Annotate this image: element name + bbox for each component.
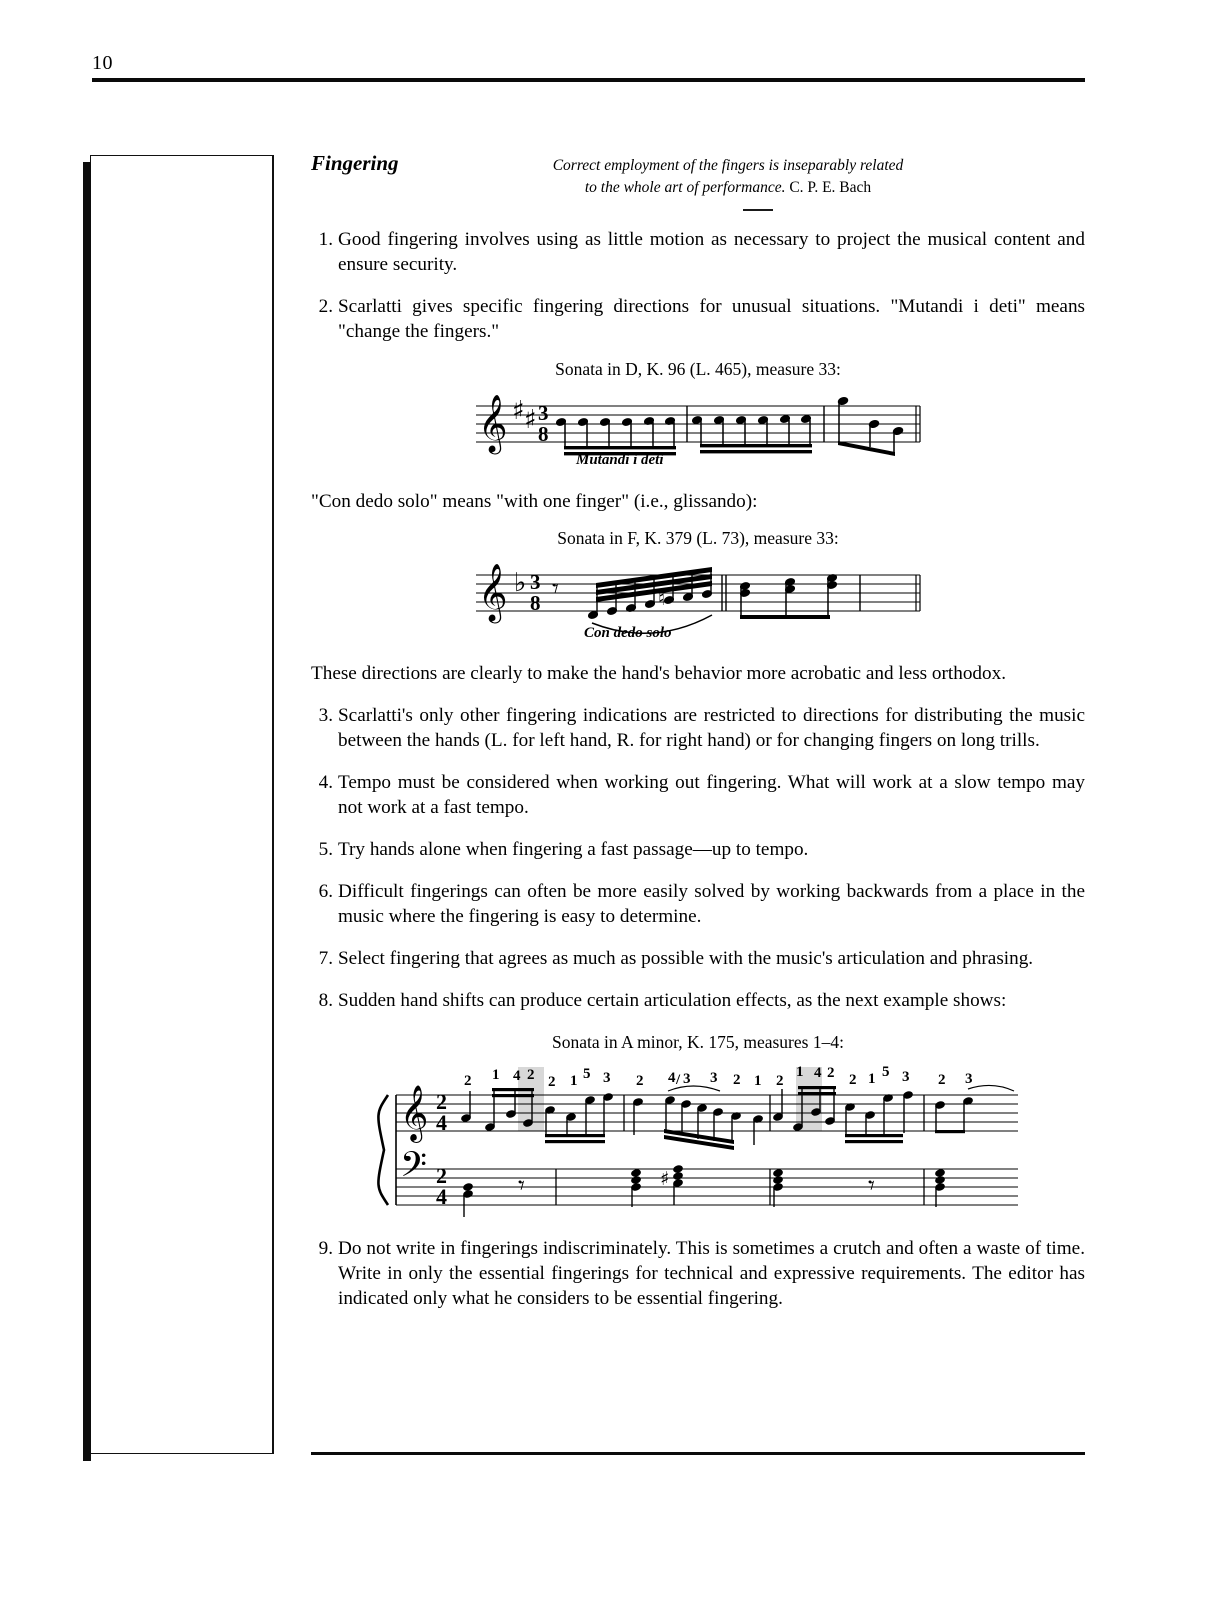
svg-text:8: 8: [538, 421, 549, 446]
list-item: [311, 228, 1085, 278]
svg-text:2: 2: [436, 1088, 447, 1114]
example-caption: Sonata in A minor, K. 175, measures 1–4:: [552, 1031, 844, 1052]
svg-text:4: 4: [668, 1069, 676, 1086]
list-item-number: 8.: [318, 990, 333, 1012]
content-divider-rule: [272, 155, 274, 1454]
list-item: [311, 838, 1085, 863]
svg-text:3: 3: [603, 1069, 611, 1086]
svg-text:♯: ♯: [660, 1167, 670, 1190]
svg-text:♯: ♯: [524, 404, 537, 435]
list-item-text: Tempo must be considered when working out fingering. What will work at a slow tempo may not work at a fast tempo.: [338, 772, 1085, 819]
svg-text:4: 4: [436, 1109, 447, 1135]
sidebar-blank-box: [90, 155, 273, 1454]
music-example-sonata-d: [468, 384, 928, 474]
svg-text:1: 1: [754, 1072, 762, 1089]
svg-text:2: 2: [827, 1064, 835, 1081]
example-caption: Sonata in D, K. 96 (L. 465), measure 33:: [555, 358, 841, 379]
page-number: 10: [92, 52, 113, 74]
svg-text:3: 3: [538, 400, 549, 425]
svg-text:/: /: [676, 1071, 681, 1088]
svg-text:3: 3: [965, 1070, 973, 1087]
list-item-number: 1.: [318, 228, 333, 250]
svg-text:5: 5: [583, 1065, 591, 1082]
music-example-sonata-f: [468, 553, 928, 648]
music-annotation-label: Mutandi i deti: [576, 451, 664, 468]
con-dedo-intro-paragraph: "Con dedo solo" means "with one finger" (i.e., glissando):: [311, 490, 758, 512]
svg-text:𝄞: 𝄞: [478, 563, 508, 622]
svg-text:2: 2: [636, 1072, 644, 1089]
svg-text:𝄾: 𝄾: [552, 574, 559, 605]
epigraph-line-2: [371, 177, 1085, 199]
list-item-text: Try hands alone when fingering a fast passage—up to tempo.: [338, 839, 809, 861]
svg-text:2: 2: [548, 1073, 556, 1090]
svg-text:3: 3: [902, 1068, 910, 1085]
list-item-number: 5.: [318, 839, 333, 861]
list-item: [311, 1237, 1085, 1312]
svg-text:3: 3: [683, 1070, 691, 1087]
list-item-text: Select fingering that agrees as much as possible with the music's articulation and phrasing.: [338, 948, 1034, 970]
svg-text:4: 4: [814, 1064, 822, 1081]
list-item-number: 4.: [318, 772, 333, 794]
svg-text:2: 2: [849, 1071, 857, 1088]
svg-text:2: 2: [464, 1072, 472, 1089]
list-item-number: 3.: [318, 705, 333, 727]
epigraph: [311, 155, 1085, 211]
treble-clef: 𝄞: [400, 1084, 429, 1141]
svg-text:4: 4: [436, 1183, 447, 1209]
svg-text:1: 1: [570, 1072, 578, 1089]
epigraph-divider-dash: [743, 209, 773, 211]
list-item: [311, 295, 1085, 345]
these-directions-paragraph: These directions are clearly to make the hand's behavior more acrobatic and less orthodox.: [311, 663, 1007, 685]
music-notation-svg: [368, 1057, 1028, 1217]
list-item-text: Scarlatti's only other fingering indications are restricted to directions for distributing the music between the hands (L. for left hand, R. for right hand) or for changing fingers on long trills.: [338, 705, 1085, 752]
svg-text:𝄞: 𝄞: [478, 393, 508, 452]
svg-text:3: 3: [710, 1069, 718, 1086]
svg-text:1: 1: [492, 1066, 500, 1083]
epigraph-line-2-text: to the whole art of performance.: [584, 179, 786, 197]
list-item-number: 7.: [318, 948, 333, 970]
list-item-text: Difficult fingerings can often be more easily solved by working backwards from a place in the music where the fingering is easy to determine.: [338, 881, 1085, 928]
list-item-text: Do not write in fingerings indiscriminately. This is sometimes a crutch and often a waste of time. Write in only the essential fingerings for technical and expressive requirements. The editor has indicated only what he considers to be essential fingering.: [338, 1237, 1085, 1309]
svg-text:2: 2: [527, 1066, 535, 1083]
svg-text:1: 1: [796, 1063, 804, 1080]
list-item-text: Good fingering involves using as little motion as necessary to project the musical content and ensure security.: [338, 228, 1085, 275]
svg-text:8: 8: [530, 591, 541, 616]
staff-brace: [378, 1095, 388, 1205]
list-item-text: Scarlatti gives specific fingering directions for unusual situations. "Mutandi i deti" means "change the fingers.": [338, 295, 1085, 342]
main-content-column: [311, 152, 1085, 1312]
list-item-number: 9.: [318, 1237, 333, 1259]
svg-text:♭: ♭: [514, 568, 527, 599]
music-annotation-label: Con dedo solo: [584, 625, 672, 642]
music-notation-svg: [468, 553, 928, 648]
epigraph-attribution: C. P. E. Bach: [789, 179, 872, 197]
fingering-rules-list-final: [311, 1237, 1085, 1312]
fingering-rules-list-continued: [311, 704, 1085, 1014]
svg-text:1: 1: [868, 1070, 876, 1087]
list-item: [311, 947, 1085, 972]
quarter-rest: 𝄾: [518, 1170, 525, 1201]
list-item: [311, 771, 1085, 821]
music-example-sonata-a-minor: [368, 1057, 1028, 1217]
list-item: [311, 704, 1085, 754]
svg-text:2: 2: [776, 1072, 784, 1089]
music-notation-svg: [468, 384, 928, 474]
quarter-rest: 𝄾: [868, 1170, 875, 1201]
svg-text:♯: ♯: [512, 395, 525, 426]
list-item-number: 2.: [318, 295, 333, 317]
svg-text:4: 4: [513, 1067, 521, 1084]
svg-text:2: 2: [733, 1071, 741, 1088]
svg-text:3: 3: [530, 570, 541, 595]
list-item: [311, 989, 1085, 1014]
list-item: [311, 880, 1085, 930]
header-rule: [92, 78, 1085, 82]
svg-text:2: 2: [436, 1162, 447, 1188]
fingering-rules-list: [311, 228, 1085, 345]
footer-rule: [311, 1452, 1085, 1455]
example-caption: Sonata in F, K. 379 (L. 73), measure 33:: [557, 528, 839, 549]
bass-clef: 𝄢: [400, 1143, 428, 1193]
list-item-text: Sudden hand shifts can produce certain articulation effects, as the next example shows:: [338, 990, 1007, 1012]
svg-text:5: 5: [882, 1063, 890, 1080]
svg-text:♮: ♮: [658, 586, 666, 611]
list-item-number: 6.: [318, 881, 333, 903]
svg-text:2: 2: [938, 1071, 946, 1088]
epigraph-line-1: Correct employment of the fingers is inseparably related: [552, 157, 904, 175]
section-title: Fingering: [311, 151, 399, 175]
